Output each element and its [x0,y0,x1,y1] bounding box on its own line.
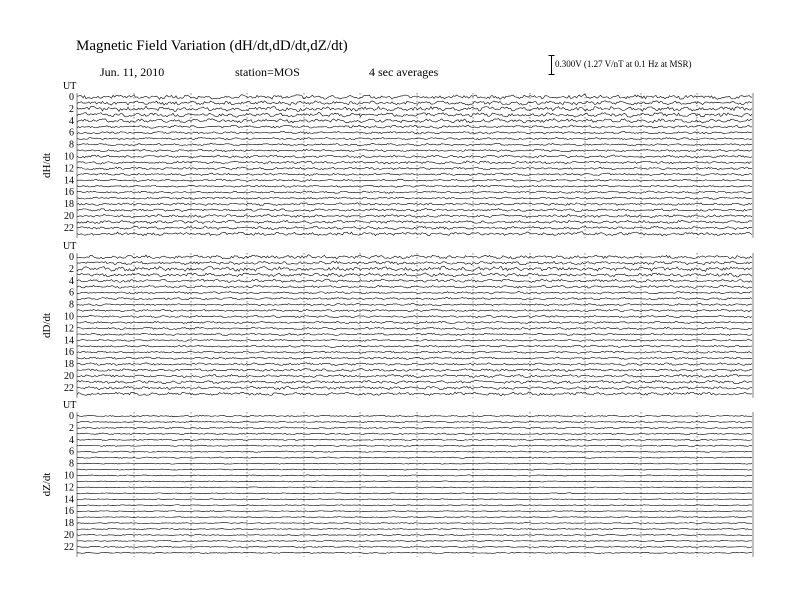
trace-row [77,421,752,422]
trace-row [77,511,752,512]
scale-bar [548,55,555,75]
trace-row [77,94,752,99]
hour-label: 8 [69,299,74,311]
trace-row [77,327,752,329]
trace-row [77,149,752,152]
trace-row [77,345,752,347]
hour-label: 0 [69,252,74,263]
trace-row [77,339,752,341]
trace-row [77,119,752,124]
trace-row [77,203,752,206]
trace-row [77,415,752,417]
trace-row [77,505,752,506]
trace-row [77,487,752,488]
hour-label: 20 [64,530,74,541]
hour-label: 0 [69,92,74,103]
trace-row [77,179,752,181]
trace-row [77,309,752,311]
hour-label: 20 [64,371,74,382]
hour-label: 2 [69,422,74,434]
hour-label: 14 [64,335,74,347]
hour-label: 12 [64,323,74,335]
trace-row [77,534,752,535]
trace-row [77,297,752,300]
trace-row [77,113,752,118]
trace-row [77,333,752,335]
trace-row [77,185,752,187]
panel-dD-dt [41,241,753,398]
hour-label: 22 [64,222,74,234]
hour-label: 2 [69,263,74,275]
trace-row [77,433,752,435]
hour-label: 6 [69,446,74,458]
hour-label: 18 [64,199,74,211]
hour-label: 14 [64,175,74,187]
trace-row [77,357,752,359]
trace-row [77,191,752,193]
hour-label: 22 [64,541,74,553]
trace-row [77,481,752,482]
hour-label: 10 [64,470,74,482]
hour-label: 16 [64,506,74,518]
trace-row [77,232,752,236]
hour-label: 4 [69,434,74,446]
trace-row [77,380,752,383]
trace-row [77,143,752,145]
hour-label: 2 [69,103,74,115]
panel-dH-dt [41,81,753,238]
panel-dZ-dt [41,400,753,557]
trace-row [77,392,752,396]
hour-label: 18 [64,359,74,371]
trace-row [77,451,752,452]
trace-row [77,266,752,271]
trace-row [77,457,752,458]
trace-row [77,386,752,389]
trace-row [77,138,752,140]
hour-label: 10 [64,151,74,163]
trace-row [77,279,752,282]
trace-row [77,273,752,277]
trace-row [77,161,752,164]
trace-row [77,101,752,106]
trace-row [77,351,752,353]
trace-row [77,369,752,372]
trace-row [77,155,752,158]
component-label: dZ/dt [41,472,53,497]
hour-label: 14 [64,494,74,506]
trace-row [77,439,752,440]
trace-row [77,220,752,223]
trace-row [77,209,752,212]
trace-row [77,374,752,377]
trace-row [77,540,752,541]
component-label: dH/dt [41,152,53,178]
trace-row [77,131,752,134]
trace-row [77,427,752,429]
ut-header: UT [63,81,77,92]
trace-row [77,463,752,464]
trace-row [77,255,752,259]
trace-row [77,315,752,317]
trace-row [77,475,752,476]
hour-label: 4 [69,275,74,287]
hour-label: 6 [69,127,74,139]
trace-row [77,321,752,323]
ut-header: UT [63,400,77,411]
hour-label: 8 [69,139,74,151]
hour-label: 16 [64,187,74,199]
trace-row [77,493,752,494]
trace-row [77,546,752,547]
hour-label: 22 [64,382,74,394]
trace-row [77,197,752,199]
hour-label: 8 [69,458,74,470]
component-label: dD/dt [41,312,53,338]
hour-label: 0 [69,411,74,422]
trace-row [77,523,752,524]
trace-row [77,528,752,529]
averaging-label: 4 sec averages [369,65,439,79]
trace-row [77,499,752,500]
trace-row [77,285,752,288]
hour-label: 12 [64,482,74,494]
trace-row [77,517,752,518]
trace-row [77,173,752,176]
station-label: station=MOS [235,65,300,79]
scale-label: 0.300V (1.27 V/nT at 0.1 Hz at MSR) [555,59,692,69]
hour-label: 6 [69,287,74,299]
hour-label: 20 [64,211,74,222]
hour-label: 16 [64,347,74,359]
trace-row [77,292,752,294]
hour-label: 12 [64,163,74,175]
trace-row [77,469,752,470]
trace-row [77,552,752,553]
trace-row [77,106,752,111]
ut-header: UT [63,241,77,252]
hour-label: 10 [64,311,74,323]
trace-row [77,125,752,128]
trace-row [77,214,752,218]
trace-row [77,304,752,306]
trace-row [77,226,752,230]
chart-title: Magnetic Field Variation (dH/dt,dD/dt,dZ/dt) [76,38,348,54]
trace-row [77,363,752,366]
date-label: Jun. 11, 2010 [100,65,165,79]
trace-row [77,167,752,170]
trace-row [77,445,752,446]
hour-label: 4 [69,115,74,127]
hour-label: 18 [64,518,74,530]
trace-row [77,261,752,265]
